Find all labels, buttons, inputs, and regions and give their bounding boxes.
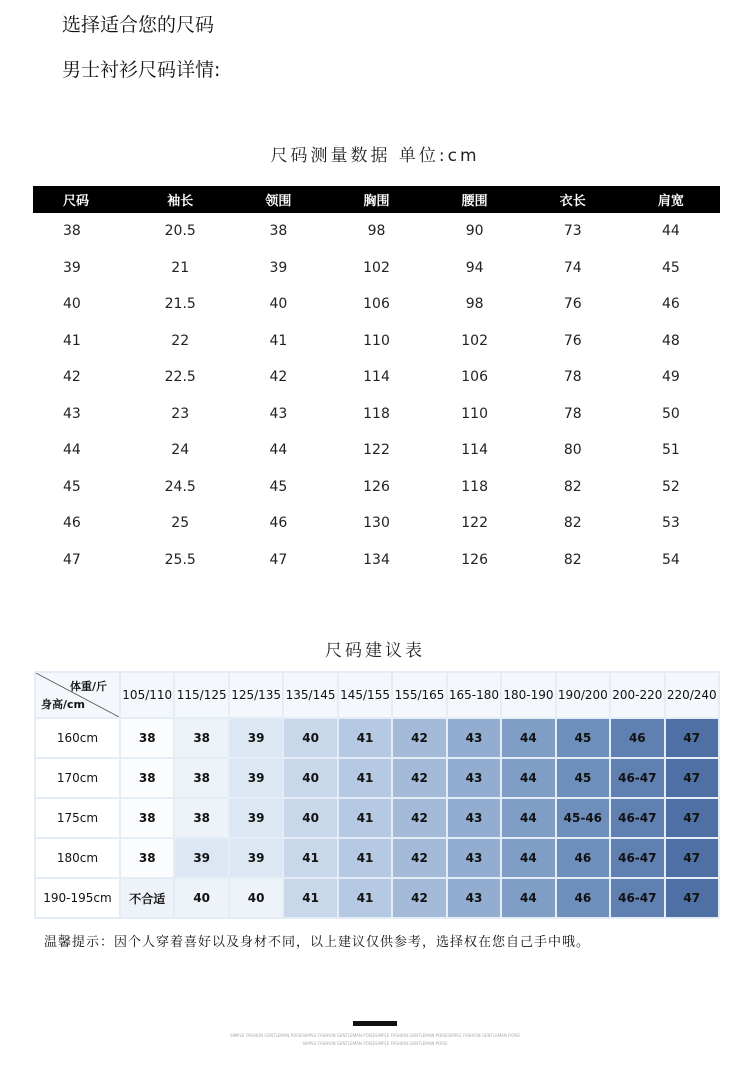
size-cell: 41 xyxy=(339,759,391,797)
size-cell: 42 xyxy=(393,839,445,877)
height-label: 160cm xyxy=(36,719,119,757)
table-cell: 49 xyxy=(662,369,680,386)
table-cell: 110 xyxy=(461,405,488,422)
size-cell: 41 xyxy=(339,839,391,877)
size-cell: 42 xyxy=(393,799,445,837)
table-cell: 126 xyxy=(363,478,390,495)
table-cell: 45 xyxy=(63,478,81,495)
size-cell: 45-46 xyxy=(557,799,609,837)
size-cell: 46-47 xyxy=(611,879,663,917)
table-cell: 98 xyxy=(465,296,484,313)
size-cell: 38 xyxy=(121,839,173,877)
column-header: 腰围 xyxy=(426,186,524,213)
table-cell: 102 xyxy=(363,259,390,276)
size-cell: 39 xyxy=(230,839,282,877)
size-cell: 46 xyxy=(557,839,609,877)
footer-divider xyxy=(353,1021,397,1026)
size-cell: 40 xyxy=(175,879,227,917)
table-cell: 45 xyxy=(662,259,680,276)
table-row xyxy=(33,359,720,396)
size-cell: 41 xyxy=(339,719,391,757)
size-cell: 40 xyxy=(284,719,336,757)
footer-fine-print-2: SIMPLE FASHION GENTLEMAN POISESIMPLE FASHION GENTLEMAN POISE xyxy=(302,1041,448,1046)
table-row xyxy=(33,213,720,250)
size-cell: 45 xyxy=(557,759,609,797)
table-cell: 41 xyxy=(63,332,81,349)
table-cell: 22.5 xyxy=(164,369,196,386)
table-cell: 46 xyxy=(63,515,81,532)
table-cell: 25 xyxy=(171,515,190,532)
size-cell: 46-47 xyxy=(611,839,663,877)
size-cell: 41 xyxy=(339,799,391,837)
table-cell: 43 xyxy=(269,405,288,422)
weight-header: 155/165 xyxy=(393,673,445,717)
measure-table-title: 尺码测量数据 单位:cm xyxy=(270,146,480,166)
table-row xyxy=(33,432,720,469)
table-cell: 54 xyxy=(662,551,680,568)
size-cell: 43 xyxy=(448,879,500,917)
table-cell: 74 xyxy=(563,259,582,276)
table-cell: 78 xyxy=(563,369,582,386)
table-cell: 130 xyxy=(363,515,390,532)
weight-header-row xyxy=(36,673,718,717)
size-cell: 39 xyxy=(230,719,282,757)
table-cell: 46 xyxy=(662,296,680,313)
table-cell: 42 xyxy=(63,369,81,386)
table-cell: 73 xyxy=(563,223,582,240)
size-cell: 42 xyxy=(393,879,445,917)
table-cell: 122 xyxy=(363,442,390,459)
size-cell: 41 xyxy=(284,839,336,877)
height-label: 180cm xyxy=(36,839,119,877)
size-cell: 43 xyxy=(448,839,500,877)
size-cell: 44 xyxy=(502,759,554,797)
table-cell: 48 xyxy=(662,332,680,349)
table-cell: 118 xyxy=(461,478,488,495)
size-cell: 47 xyxy=(666,719,718,757)
table-cell: 122 xyxy=(461,515,488,532)
weight-header: 200-220 xyxy=(611,673,663,717)
size-cell: 45 xyxy=(557,719,609,757)
size-cell: 40 xyxy=(284,759,336,797)
size-cell: 44 xyxy=(502,799,554,837)
table-cell: 106 xyxy=(461,369,488,386)
table-row xyxy=(33,505,720,542)
size-cell: 38 xyxy=(121,759,173,797)
size-cell: 38 xyxy=(175,719,227,757)
size-cell: 38 xyxy=(121,799,173,837)
table-cell: 53 xyxy=(662,515,680,532)
size-cell: 42 xyxy=(393,759,445,797)
table-cell: 46 xyxy=(269,515,288,532)
table-cell: 21 xyxy=(171,259,190,276)
table-cell: 80 xyxy=(563,442,582,459)
height-label: 170cm xyxy=(36,759,119,797)
table-cell: 52 xyxy=(662,478,680,495)
weight-header: 190/200 xyxy=(557,673,609,717)
table-cell: 110 xyxy=(363,332,390,349)
table-cell: 78 xyxy=(563,405,582,422)
table-cell: 23 xyxy=(171,405,190,422)
column-header: 衣长 xyxy=(524,186,622,213)
table-cell: 24.5 xyxy=(164,478,196,495)
table-cell: 90 xyxy=(465,223,484,240)
size-cell: 46-47 xyxy=(611,799,663,837)
size-cell: 46 xyxy=(611,719,663,757)
size-cell: 43 xyxy=(448,759,500,797)
recommend-row xyxy=(36,719,718,757)
table-cell: 126 xyxy=(461,551,488,568)
column-header: 肩宽 xyxy=(622,186,720,213)
size-cell: 43 xyxy=(448,719,500,757)
table-cell: 114 xyxy=(461,442,488,459)
table-cell: 47 xyxy=(63,551,81,568)
size-cell: 43 xyxy=(448,799,500,837)
table-cell: 22 xyxy=(171,332,190,349)
table-cell: 94 xyxy=(465,259,484,276)
table-cell: 42 xyxy=(269,369,288,386)
size-cell: 38 xyxy=(175,799,227,837)
table-cell: 98 xyxy=(367,223,386,240)
size-cell: 46 xyxy=(557,879,609,917)
table-cell: 40 xyxy=(269,296,288,313)
recommend-row xyxy=(36,799,718,837)
table-corner-cell xyxy=(36,673,119,717)
size-cell: 47 xyxy=(666,879,718,917)
table-cell: 102 xyxy=(461,332,488,349)
size-cell: 44 xyxy=(502,879,554,917)
column-header: 袖长 xyxy=(131,186,229,213)
table-cell: 40 xyxy=(63,296,81,313)
size-cell: 38 xyxy=(175,759,227,797)
table-cell: 39 xyxy=(63,259,81,276)
table-cell: 39 xyxy=(269,259,288,276)
table-cell: 44 xyxy=(269,442,288,459)
height-label: 175cm xyxy=(36,799,119,837)
table-row xyxy=(33,396,720,433)
size-cell: 40 xyxy=(284,799,336,837)
weight-header: 180-190 xyxy=(502,673,554,717)
table-cell: 82 xyxy=(563,551,582,568)
height-axis-label: 身高/cm xyxy=(41,698,85,711)
size-cell: 39 xyxy=(230,799,282,837)
column-header: 尺码 xyxy=(33,186,131,213)
size-cell: 39 xyxy=(230,759,282,797)
recommend-row xyxy=(36,759,718,797)
size-cell: 44 xyxy=(502,719,554,757)
table-cell: 20.5 xyxy=(164,223,196,240)
weight-header: 115/125 xyxy=(175,673,227,717)
weight-axis-label: 体重/斤 xyxy=(69,680,107,693)
weight-header: 105/110 xyxy=(121,673,173,717)
table-cell: 45 xyxy=(269,478,288,495)
size-cell: 40 xyxy=(230,879,282,917)
column-header: 胸围 xyxy=(327,186,425,213)
size-cell: 39 xyxy=(175,839,227,877)
table-cell: 134 xyxy=(363,551,390,568)
weight-header: 145/155 xyxy=(339,673,391,717)
recommend-row xyxy=(36,839,718,877)
table-cell: 38 xyxy=(269,223,288,240)
column-header: 领围 xyxy=(229,186,327,213)
table-cell: 24 xyxy=(171,442,190,459)
table-body xyxy=(33,213,720,578)
table-cell: 50 xyxy=(662,405,680,422)
table-cell: 82 xyxy=(563,478,582,495)
table-cell: 106 xyxy=(363,296,390,313)
weight-header: 135/145 xyxy=(284,673,336,717)
size-cell: 41 xyxy=(339,879,391,917)
size-cell: 42 xyxy=(393,719,445,757)
size-recommend-table xyxy=(34,671,720,919)
table-cell: 76 xyxy=(563,332,582,349)
table-cell: 38 xyxy=(63,223,81,240)
page-subheading: 男士衬衫尺码详情: xyxy=(62,59,221,81)
size-cell: 38 xyxy=(121,719,173,757)
weight-header: 165-180 xyxy=(448,673,500,717)
size-cell: 46-47 xyxy=(611,759,663,797)
weight-header: 125/135 xyxy=(230,673,282,717)
table-cell: 44 xyxy=(662,223,680,240)
table-cell: 41 xyxy=(269,332,288,349)
table-cell: 114 xyxy=(363,369,390,386)
recommend-table-body xyxy=(36,719,718,917)
size-cell: 47 xyxy=(666,799,718,837)
table-cell: 82 xyxy=(563,515,582,532)
table-cell: 51 xyxy=(662,442,680,459)
table-row xyxy=(33,323,720,360)
tip-text: 温馨提示：因个人穿着喜好以及身材不同，以上建议仅供参考，选择权在您自己手中哦。 xyxy=(44,935,591,950)
size-measure-table xyxy=(33,186,720,578)
size-cell: 41 xyxy=(284,879,336,917)
table-row xyxy=(33,250,720,287)
recommend-table-title: 尺码建议表 xyxy=(325,641,425,661)
table-row xyxy=(33,542,720,579)
size-cell: 不合适 xyxy=(121,879,173,917)
table-row xyxy=(33,469,720,506)
footer-fine-print: SIMPLE FASHION GENTLEMAN POISESIMPLE FASHION GENTLEMAN POISESIMPLE FASHION GENTLEMAN POISESIMPLE FASHION GENTLEMAN POISE xyxy=(230,1033,520,1038)
table-cell: 43 xyxy=(63,405,81,422)
table-cell: 47 xyxy=(269,551,288,568)
table-cell: 21.5 xyxy=(164,296,196,313)
table-cell: 118 xyxy=(363,405,390,422)
size-cell: 44 xyxy=(502,839,554,877)
table-cell: 44 xyxy=(63,442,81,459)
table-header-row xyxy=(33,186,720,213)
recommend-row xyxy=(36,879,718,917)
size-cell: 47 xyxy=(666,759,718,797)
size-cell: 47 xyxy=(666,839,718,877)
table-cell: 25.5 xyxy=(164,551,196,568)
page-heading: 选择适合您的尺码 xyxy=(62,14,215,36)
table-row xyxy=(33,286,720,323)
table-cell: 76 xyxy=(563,296,582,313)
weight-header: 220/240 xyxy=(666,673,718,717)
height-label: 190-195cm xyxy=(36,879,119,917)
